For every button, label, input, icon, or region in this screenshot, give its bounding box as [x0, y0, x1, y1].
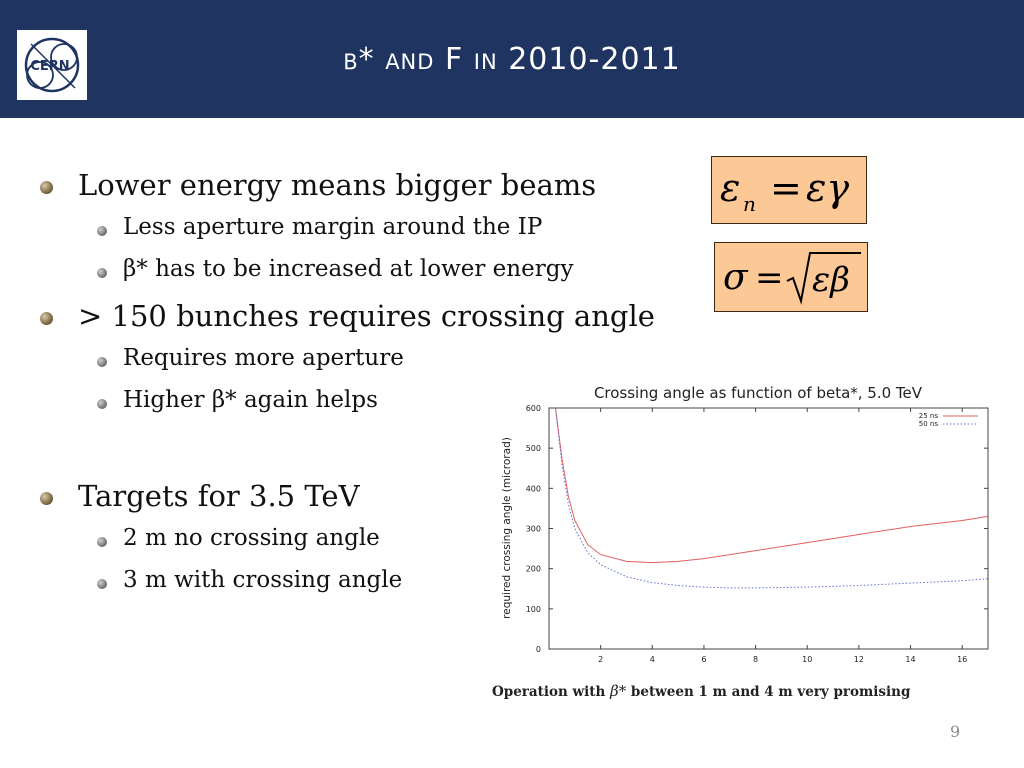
sub-bullet-marker	[97, 268, 107, 278]
y-tick-label: 200	[525, 564, 541, 574]
x-tick-label: 14	[905, 655, 916, 664]
bullet-3-sub-2: 3 m with crossing angle	[123, 567, 403, 593]
crossing-angle-chart	[488, 380, 998, 680]
legend-label: 25 ns	[918, 412, 938, 420]
eq1-rhs: εγ	[806, 166, 850, 210]
caption-suffix: between 1 m and 4 m very promising	[630, 684, 911, 700]
y-axis-label: required crossing angle (microrad)	[501, 437, 513, 619]
eq1-subscript: n	[743, 192, 756, 216]
sub-bullet-marker	[97, 537, 107, 547]
y-tick-label: 400	[525, 484, 541, 494]
eq1-operator: =	[770, 166, 802, 210]
bullet-2-sub-2: Higher β* again helps	[123, 387, 378, 413]
emittance-equation	[711, 156, 867, 224]
sub-bullet-marker	[97, 357, 107, 367]
legend-label: 50 ns	[918, 420, 938, 428]
page-number: 9	[950, 722, 961, 741]
series-line-50-ns	[556, 408, 989, 588]
plot-frame	[549, 408, 988, 649]
y-tick-label: 500	[525, 444, 541, 454]
page-title: β* and F in 2010-2011	[343, 42, 681, 77]
series-line-25-ns	[556, 408, 989, 563]
x-tick-label: 4	[649, 655, 655, 664]
bullet-3-sub-1: 2 m no crossing angle	[123, 525, 380, 551]
bullet-1-sub-1: Less aperture margin around the IP	[123, 214, 543, 240]
chart-svg	[488, 380, 998, 680]
x-tick-label: 2	[598, 655, 604, 664]
sub-bullet-marker	[97, 399, 107, 409]
sub-bullet-marker	[97, 579, 107, 589]
eq1-lhs: ε	[720, 166, 741, 210]
sub-bullet-marker	[97, 226, 107, 236]
bullet-1: Lower energy means bigger beams	[78, 168, 597, 202]
header-bar	[0, 0, 1024, 118]
bullet-1-sub-2: β* has to be increased at lower energy	[123, 256, 574, 282]
eq2-lhs: σ	[723, 257, 748, 298]
y-tick-label: 100	[525, 604, 541, 614]
eq2-rhs: εβ	[812, 260, 850, 300]
cern-logo-text: CERN	[30, 59, 70, 74]
x-tick-label: 12	[853, 655, 864, 664]
x-tick-label: 10	[802, 655, 813, 664]
y-tick-label: 0	[535, 645, 541, 654]
beam-size-equation	[714, 242, 868, 312]
bullet-marker	[40, 492, 53, 505]
y-tick-label: 600	[525, 404, 541, 413]
x-tick-label: 8	[753, 655, 759, 664]
caption-symbol: β*	[610, 682, 627, 700]
bullet-3: Targets for 3.5 TeV	[78, 479, 360, 513]
bullet-2-sub-1: Requires more aperture	[123, 345, 404, 371]
bullet-marker	[40, 312, 53, 325]
x-tick-label: 6	[701, 655, 707, 664]
caption-prefix: Operation with	[492, 684, 606, 700]
chart-caption	[492, 682, 1012, 700]
chart-title: Crossing angle as function of beta*, 5.0 TeV	[593, 384, 923, 402]
bullet-2: > 150 bunches requires crossing angle	[78, 299, 655, 333]
eq2-operator: =	[755, 258, 784, 298]
x-tick-label: 16	[957, 655, 968, 664]
y-tick-label: 300	[525, 524, 541, 534]
bullet-marker	[40, 181, 53, 194]
